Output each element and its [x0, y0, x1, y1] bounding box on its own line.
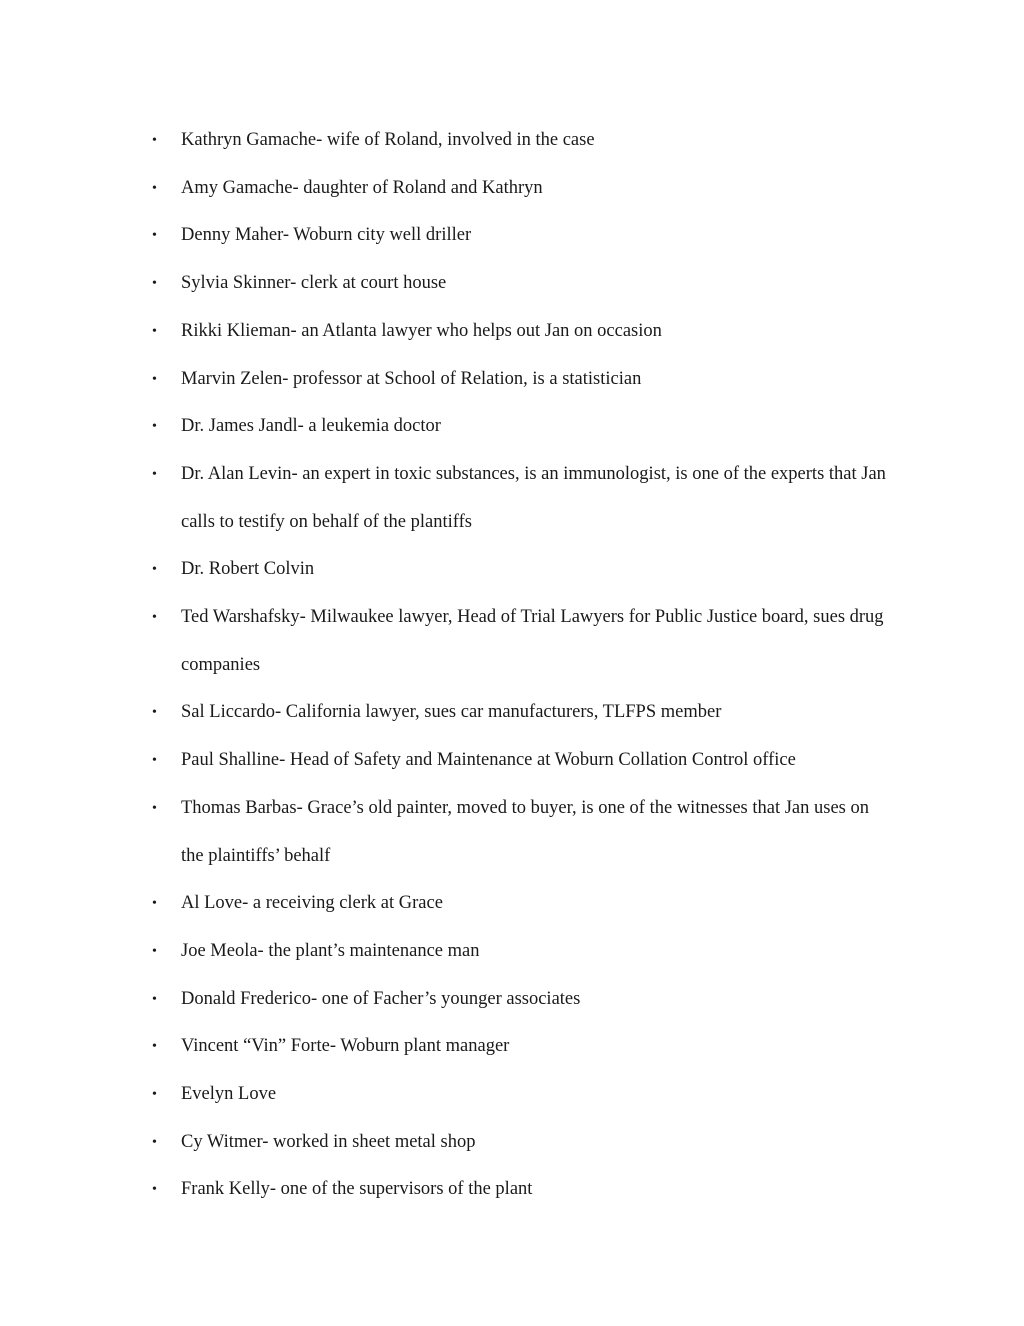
- character-list: [152, 117, 892, 1214]
- bullet-icon: •: [152, 1039, 157, 1055]
- list-item: [152, 689, 892, 737]
- bullet-icon: •: [152, 800, 157, 816]
- list-item-text: Kathryn Gamache- wife of Roland, involved in the case: [181, 130, 595, 150]
- bullet-icon: •: [152, 1087, 157, 1103]
- list-item: [152, 260, 892, 308]
- list-item-text: Sal Liccardo- California lawyer, sues car manufacturers, TLFPS member: [181, 702, 722, 723]
- list-item-text: Paul Shalline- Head of Safety and Maintenance at Woburn Collation Control office: [181, 750, 796, 771]
- bullet-icon: •: [152, 705, 157, 721]
- list-item-text: Rikki Klieman- an Atlanta lawyer who helps out Jan on occasion: [181, 320, 662, 341]
- list-item: [152, 1071, 892, 1119]
- list-item: [152, 1166, 892, 1214]
- list-item-text: Dr. Robert Colvin: [181, 559, 315, 580]
- list-item-text: Ted Warshafsky- Milwaukee lawyer, Head of Trial Lawyers for Public Justice board, sues drug companies: [181, 607, 884, 675]
- list-item: [152, 165, 892, 213]
- bullet-icon: •: [152, 991, 157, 1007]
- bullet-icon: •: [152, 228, 157, 244]
- list-item: [152, 546, 892, 594]
- list-item: [152, 308, 892, 356]
- list-item-text: Sylvia Skinner- clerk at court house: [181, 273, 447, 294]
- bullet-icon: •: [152, 180, 157, 196]
- bullet-icon: •: [152, 562, 157, 578]
- list-item-text: Thomas Barbas- Grace’s old painter, moved to buyer, is one of the witnesses that Jan uses on the plaintiffs’ behalf: [181, 797, 869, 866]
- bullet-icon: •: [152, 1134, 157, 1150]
- bullet-icon: •: [152, 753, 157, 769]
- list-item-text: Denny Maher- Woburn city well driller: [181, 225, 472, 246]
- list-item-text: Marvin Zelen- professor at School of Relation, is a statistician: [181, 368, 642, 389]
- list-item-text: Vincent “Vin” Forte- Woburn plant manager: [181, 1036, 510, 1057]
- list-item: [152, 928, 892, 976]
- list-item-text: Joe Meola- the plant’s maintenance man: [181, 940, 480, 961]
- list-item-text: Dr. James Jandl- a leukemia doctor: [181, 416, 441, 437]
- bullet-icon: •: [152, 276, 157, 292]
- list-item: [152, 785, 892, 880]
- list-item-text: Donald Frederico- one of Facher’s younger associates: [181, 988, 581, 1009]
- list-item: [152, 451, 892, 546]
- list-item: [152, 1023, 892, 1071]
- bullet-icon: •: [152, 323, 157, 339]
- list-item: [152, 212, 892, 260]
- list-item-text: Al Love- a receiving clerk at Grace: [181, 893, 443, 914]
- list-item: [152, 594, 892, 689]
- bullet-icon: •: [152, 419, 157, 435]
- bullet-icon: •: [152, 1182, 157, 1198]
- bullet-icon: •: [152, 133, 157, 148]
- list-item-text: Dr. Alan Levin- an expert in toxic substances, is an immunologist, is one of the experts that Jan calls to testify on behalf of the plantiffs: [181, 463, 886, 532]
- list-item-text: Frank Kelly- one of the supervisors of the plant: [181, 1179, 533, 1200]
- list-item: [152, 403, 892, 451]
- list-item: [152, 1119, 892, 1167]
- list-item-text: Evelyn Love: [181, 1084, 277, 1105]
- bullet-icon: •: [152, 466, 157, 482]
- list-item-text: Cy Witmer- worked in sheet metal shop: [181, 1131, 476, 1152]
- list-item: [152, 737, 892, 785]
- list-item: [152, 356, 892, 404]
- bullet-icon: •: [152, 371, 157, 387]
- list-item: [152, 880, 892, 928]
- bullet-icon: •: [152, 896, 157, 912]
- list-item: [152, 976, 892, 1024]
- list-item: [152, 117, 892, 165]
- bullet-icon: •: [152, 943, 157, 959]
- list-item-text: Amy Gamache- daughter of Roland and Kathryn: [181, 177, 543, 198]
- bullet-icon: •: [152, 610, 157, 626]
